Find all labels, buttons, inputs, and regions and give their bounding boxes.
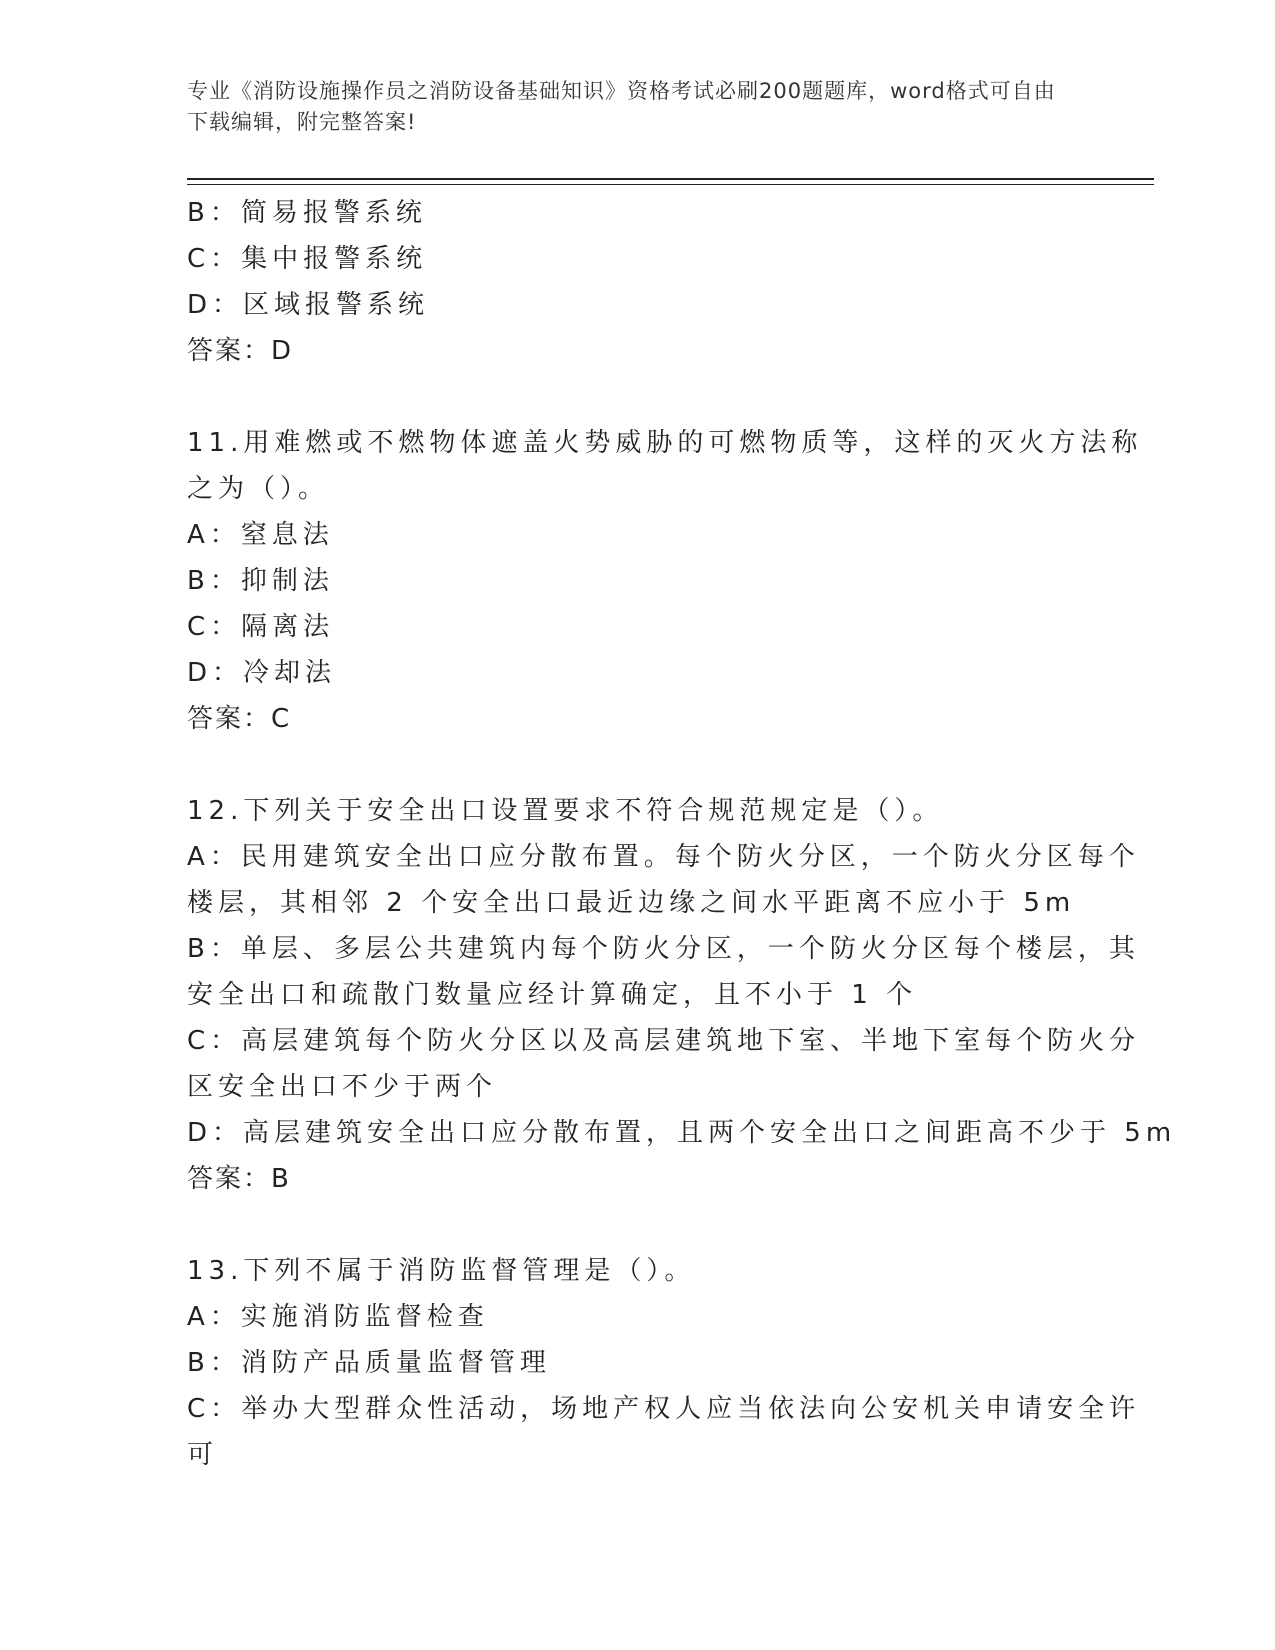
answer-11: 答案：C	[187, 704, 292, 734]
document-header	[187, 76, 1067, 138]
question-11	[187, 420, 1143, 742]
option-a: A：民用建筑安全出口应分散布置。每个防火分区，一个防火分区每个	[187, 842, 1140, 872]
question-text: 11.用难燃或不燃物体遮盖火势威胁的可燃物质等，这样的灭火方法称	[187, 428, 1143, 458]
option-b: B：单层、多层公共建筑内每个防火分区，一个防火分区每个楼层，其	[187, 934, 1140, 964]
question-12	[187, 788, 1177, 1202]
option-a-cont: 楼层，其相邻 2 个安全出口最近边缘之间水平距离不应小于 5m	[187, 888, 1076, 918]
option-b: B：抑制法	[187, 566, 334, 596]
option-d: D：区域报警系统	[187, 290, 430, 320]
option-d: D：高层建筑安全出口应分散布置，且两个安全出口之间距高不少于 5m	[187, 1118, 1177, 1148]
option-c-cont: 区安全出口不少于两个	[187, 1072, 498, 1102]
header-divider-thin	[187, 184, 1154, 185]
option-c: C：高层建筑每个防火分区以及高层建筑地下室、半地下室每个防火分	[187, 1026, 1141, 1056]
option-c: C：集中报警系统	[187, 244, 428, 274]
answer-12: 答案：B	[187, 1164, 291, 1194]
option-b: B：消防产品质量监督管理	[187, 1348, 551, 1378]
question-13	[187, 1248, 1141, 1478]
question-content	[187, 190, 1177, 1478]
option-b-cont: 安全出口和疏散门数量应经计算确定，且不小于 1 个	[187, 980, 918, 1010]
spacer	[187, 742, 1087, 788]
option-c: C：隔离法	[187, 612, 335, 642]
answer-10: 答案：D	[187, 336, 294, 366]
header-divider-thick	[187, 178, 1154, 180]
question-text-cont: 之为（）。	[187, 474, 330, 504]
header-text: 专业《消防设施操作员之消防设备基础知识》资格考试必刷200题题库，word格式可自由下载编辑，附完整答案!	[187, 79, 1056, 134]
question-10-options	[187, 190, 1087, 328]
option-c: C：举办大型群众性活动，场地产权人应当依法向公安机关申请安全许	[187, 1394, 1141, 1424]
spacer	[187, 1202, 1087, 1248]
option-b: B：简易报警系统	[187, 198, 427, 228]
option-a: A：窒息法	[187, 520, 334, 550]
option-c-cont: 可	[187, 1440, 219, 1470]
option-a: A：实施消防监督检查	[187, 1302, 489, 1332]
question-text: 12.下列关于安全出口设置要求不符合规范规定是（）。	[187, 796, 944, 826]
spacer	[187, 374, 1087, 420]
question-text: 13.下列不属于消防监督管理是（）。	[187, 1256, 696, 1286]
option-d: D：冷却法	[187, 658, 337, 688]
